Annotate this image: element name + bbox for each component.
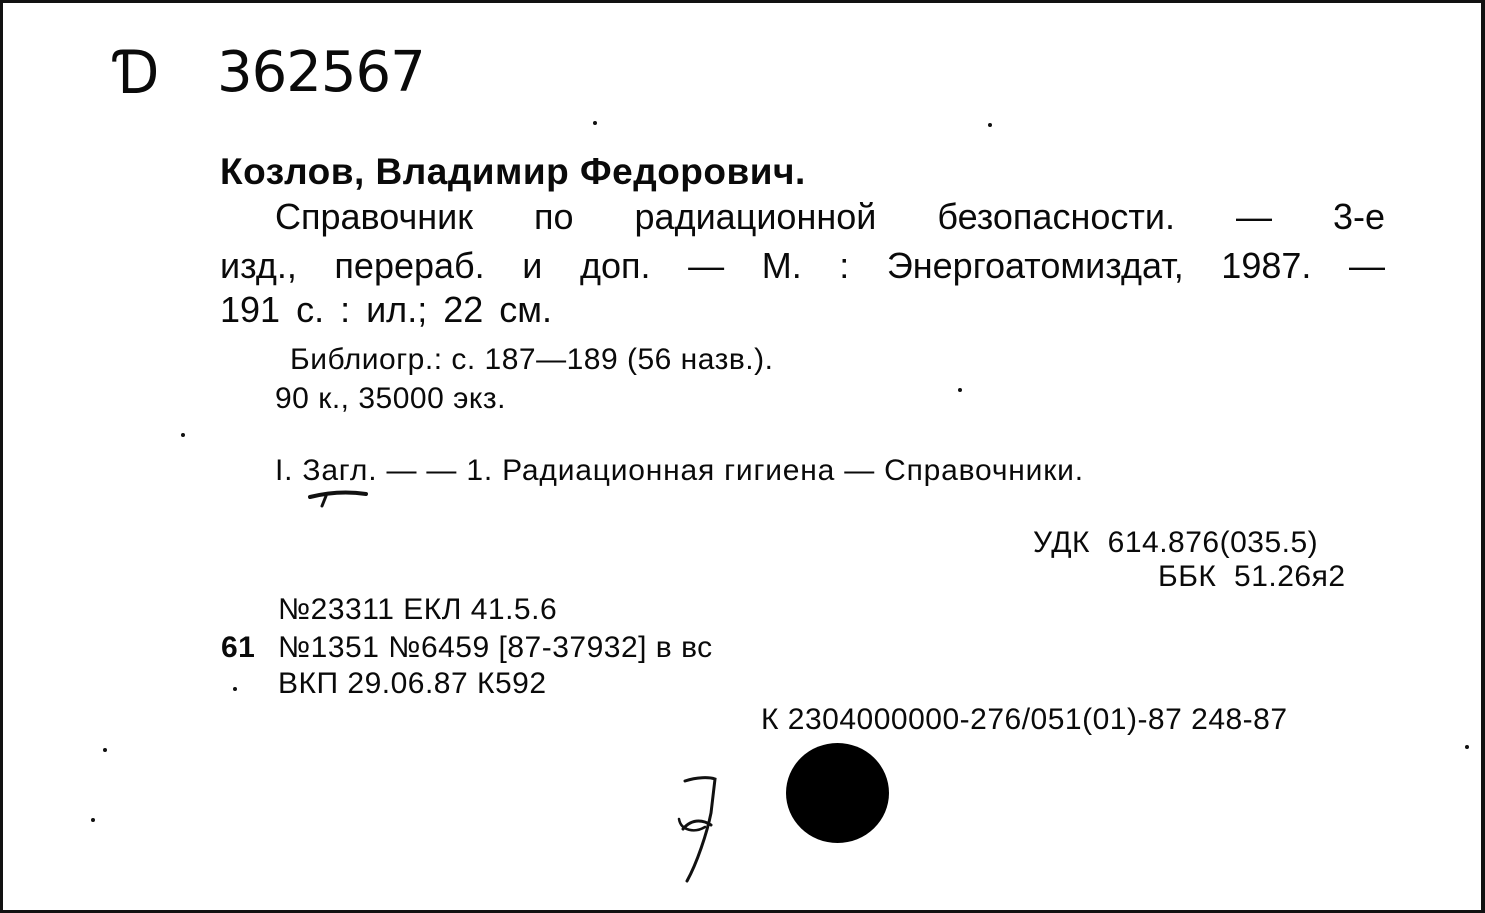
record-line-2: №1351 №6459 [87-37932] в вс <box>278 631 713 664</box>
call-letter: Ɗ <box>115 38 160 108</box>
speck <box>988 123 992 127</box>
speck <box>958 388 962 392</box>
handwritten-underline-mark <box>306 487 370 509</box>
bibliography-note: Библиогр.: с. 187—189 (56 назв.). <box>290 343 774 376</box>
publication-code: К 2304000000-276/051(01)-87 248-87 <box>761 703 1288 736</box>
speck <box>181 433 185 437</box>
speck <box>91 818 95 822</box>
speck <box>103 748 107 752</box>
record-line-2-prefix: 61 <box>221 631 256 664</box>
title-line-1: Справочник по радиационной безопасности. — 3-е <box>275 196 1385 237</box>
speck <box>1465 745 1469 749</box>
udc-classification: УДК 614.876(035.5) <box>1033 526 1319 559</box>
handwritten-seven-mark <box>671 773 731 888</box>
subject-tracings: I. Загл. — — 1. Радиационная гигиена — Справочники. <box>275 454 1084 487</box>
title-line-2: изд., перераб. и доп. — М. : Энергоатомиздат, 1987. — <box>220 245 1385 286</box>
record-line-1: №23311 ЕКЛ 41.5.6 <box>278 593 558 626</box>
speck <box>593 121 597 125</box>
price-copies-note: 90 к., 35000 экз. <box>275 382 506 415</box>
bbk-classification: ББК 51.26я2 <box>1158 560 1346 593</box>
title-line-3: 191 с. : ил.; 22 см. <box>220 289 552 330</box>
speck <box>233 687 237 691</box>
record-line-3: ВКП 29.06.87 К592 <box>278 667 547 700</box>
punch-hole <box>786 743 889 843</box>
inventory-number: 362567 <box>217 40 425 105</box>
author-heading: Козлов, Владимир Федорович. <box>220 151 806 192</box>
